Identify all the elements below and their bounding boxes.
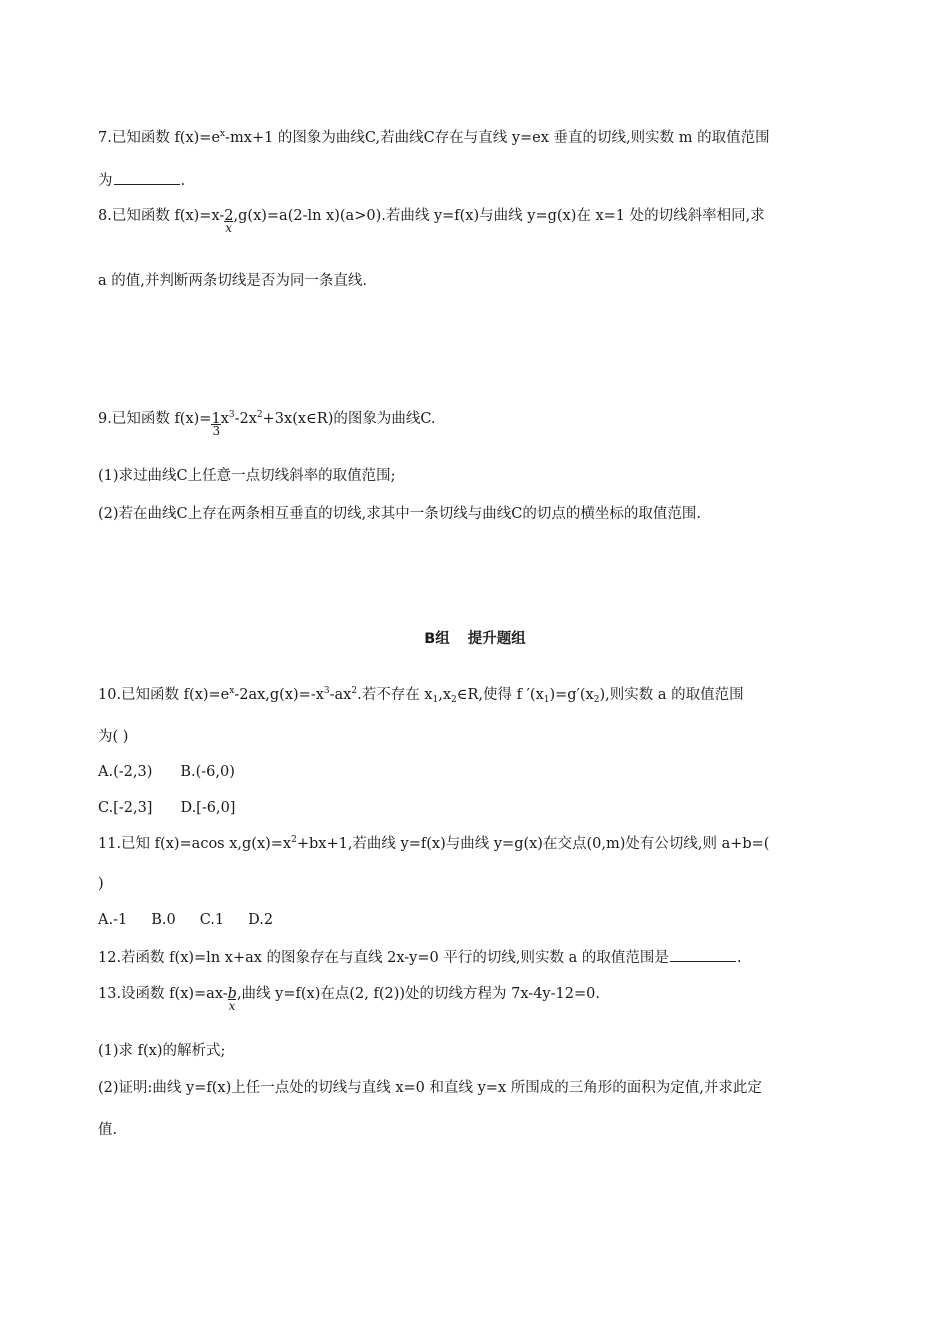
q13-frac-den: x <box>228 999 236 1013</box>
q8-frac-num: 2 <box>224 208 234 224</box>
q9-part1: (1)求过曲线C上任意一点切线斜率的取值范围; <box>98 468 396 484</box>
q9-fraction <box>211 409 221 438</box>
section-b-title: 提升题组 <box>467 631 526 647</box>
q7-text-d: . <box>180 173 186 189</box>
q12-text-a: 12.若函数 f(x)=ln x+ax 的图象存在与直线 2x-y=0 平行的切线,则实数 a 的取值范围是 <box>98 950 669 966</box>
q9-frac-den: 3 <box>212 424 221 438</box>
q7-text-b: -mx+1 的图象为曲线C,若曲线C存在与直线 y=ex 垂直的切线,则实数 m 的取值范围 <box>225 130 770 146</box>
q12-line <box>98 947 741 968</box>
q10-text-g: )=g′(x <box>549 687 594 703</box>
q10-text-d: .若不存在 x <box>357 687 433 703</box>
q11-option-b[interactable]: B.0 <box>151 912 176 928</box>
q13-fraction <box>227 984 237 1013</box>
q11-text-b: +bx+1,若曲线 y=f(x)与曲线 y=g(x)在交点(0,m)处有公切线,则 a+b=( <box>296 836 770 852</box>
q11-option-d[interactable]: D.2 <box>248 912 274 928</box>
q10-sub1: 1 <box>432 695 439 705</box>
q10-sub2: 2 <box>451 695 457 705</box>
q11-options <box>98 910 273 930</box>
q8-frac-den: x <box>225 221 233 235</box>
q13-part1: (1)求 f(x)的解析式; <box>98 1043 226 1059</box>
q8-text-b: ,g(x)=a(2-ln x)(a>0).若曲线 y=f(x)与曲线 y=g(x)在 x=1 处的切线斜率相同,求 <box>233 208 765 224</box>
q13-text-b: ,曲线 y=f(x)在点(2, f(2))处的切线方程为 7x-4y-12=0. <box>236 986 600 1002</box>
q10-sub3: 1 <box>543 695 550 705</box>
q11-option-c[interactable]: C.1 <box>199 912 225 928</box>
q7-text-a: 7.已知函数 f(x)=e <box>98 130 221 146</box>
q10-text-h: ),则实数 a 的取值范围 <box>599 687 744 703</box>
q10-sup-x: x <box>229 686 235 696</box>
q13-part2-line1: (2)证明:曲线 y=f(x)上任一点处的切线与直线 x=0 和直线 y=x 所围成的三角形的面积为定值,并求此定 <box>98 1080 762 1096</box>
q7-line2 <box>98 170 185 191</box>
q13-part2-line2: 值. <box>98 1122 118 1138</box>
q7-text-c: 为 <box>98 173 113 189</box>
q10-line2: 为( ) <box>98 729 129 745</box>
q11-text-a: 11.已知 f(x)=acos x,g(x)=x <box>98 836 292 852</box>
q10-option-b[interactable]: B.(-6,0) <box>180 764 235 780</box>
q9-sup2: 2 <box>256 410 263 420</box>
q8-line1 <box>98 206 765 235</box>
q10-option-a[interactable]: A.(-2,3) <box>98 764 153 780</box>
q10-options-row1 <box>98 762 235 782</box>
q7-answer-blank[interactable] <box>114 170 180 185</box>
q10-option-d[interactable]: D.[-6,0] <box>180 800 236 816</box>
q7-line1 <box>98 128 770 148</box>
q12-text-b: . <box>736 950 742 966</box>
q13-text-a: 13.设函数 f(x)=ax- <box>98 986 228 1002</box>
section-b-heading <box>0 627 950 648</box>
q9-part2: (2)若在曲线C上存在两条相互垂直的切线,求其中一条切线与曲线C的切点的横坐标的取值范围. <box>98 506 701 522</box>
q10-text-b: -2ax,g(x)=-x <box>234 687 324 703</box>
q9-text-d: +3x(x∈R)的图象为曲线C. <box>262 411 436 427</box>
q11-line1 <box>98 834 769 854</box>
q11-sup2: 2 <box>291 835 297 845</box>
q9-text-c: -2x <box>234 411 257 427</box>
q12-answer-blank[interactable] <box>670 947 736 962</box>
q13-line1 <box>98 984 600 1013</box>
q10-text-e: ,x <box>438 687 452 703</box>
q11-option-a[interactable]: A.-1 <box>98 912 128 928</box>
section-b-label: B组 <box>424 631 450 647</box>
q8-text-a: 8.已知函数 f(x)=x- <box>98 208 225 224</box>
q9-text-b: x <box>220 411 229 427</box>
q10-sup3: 3 <box>323 686 330 696</box>
q10-options-row2 <box>98 798 235 818</box>
q10-text-f: ∈R,使得 f ′(x <box>456 687 544 703</box>
q10-text-c: -ax <box>329 687 352 703</box>
q10-option-c[interactable]: C.[-2,3] <box>98 800 153 816</box>
q9-frac-num: 1 <box>211 411 221 427</box>
q7-sup: x <box>220 129 226 139</box>
q10-sub4: 2 <box>593 695 600 705</box>
q13-frac-num: b <box>227 986 237 1002</box>
q8-line2: a 的值,并判断两条切线是否为同一条直线. <box>98 273 367 289</box>
q9-text-a: 9.已知函数 f(x)= <box>98 411 212 427</box>
q8-fraction <box>224 206 234 235</box>
q10-sup2: 2 <box>351 686 358 696</box>
q10-text-a: 10.已知函数 f(x)=e <box>98 687 230 703</box>
q9-line1 <box>98 409 436 438</box>
q10-line1 <box>98 685 744 705</box>
q9-sup1: 3 <box>228 410 235 420</box>
q11-line2: ) <box>98 876 104 892</box>
